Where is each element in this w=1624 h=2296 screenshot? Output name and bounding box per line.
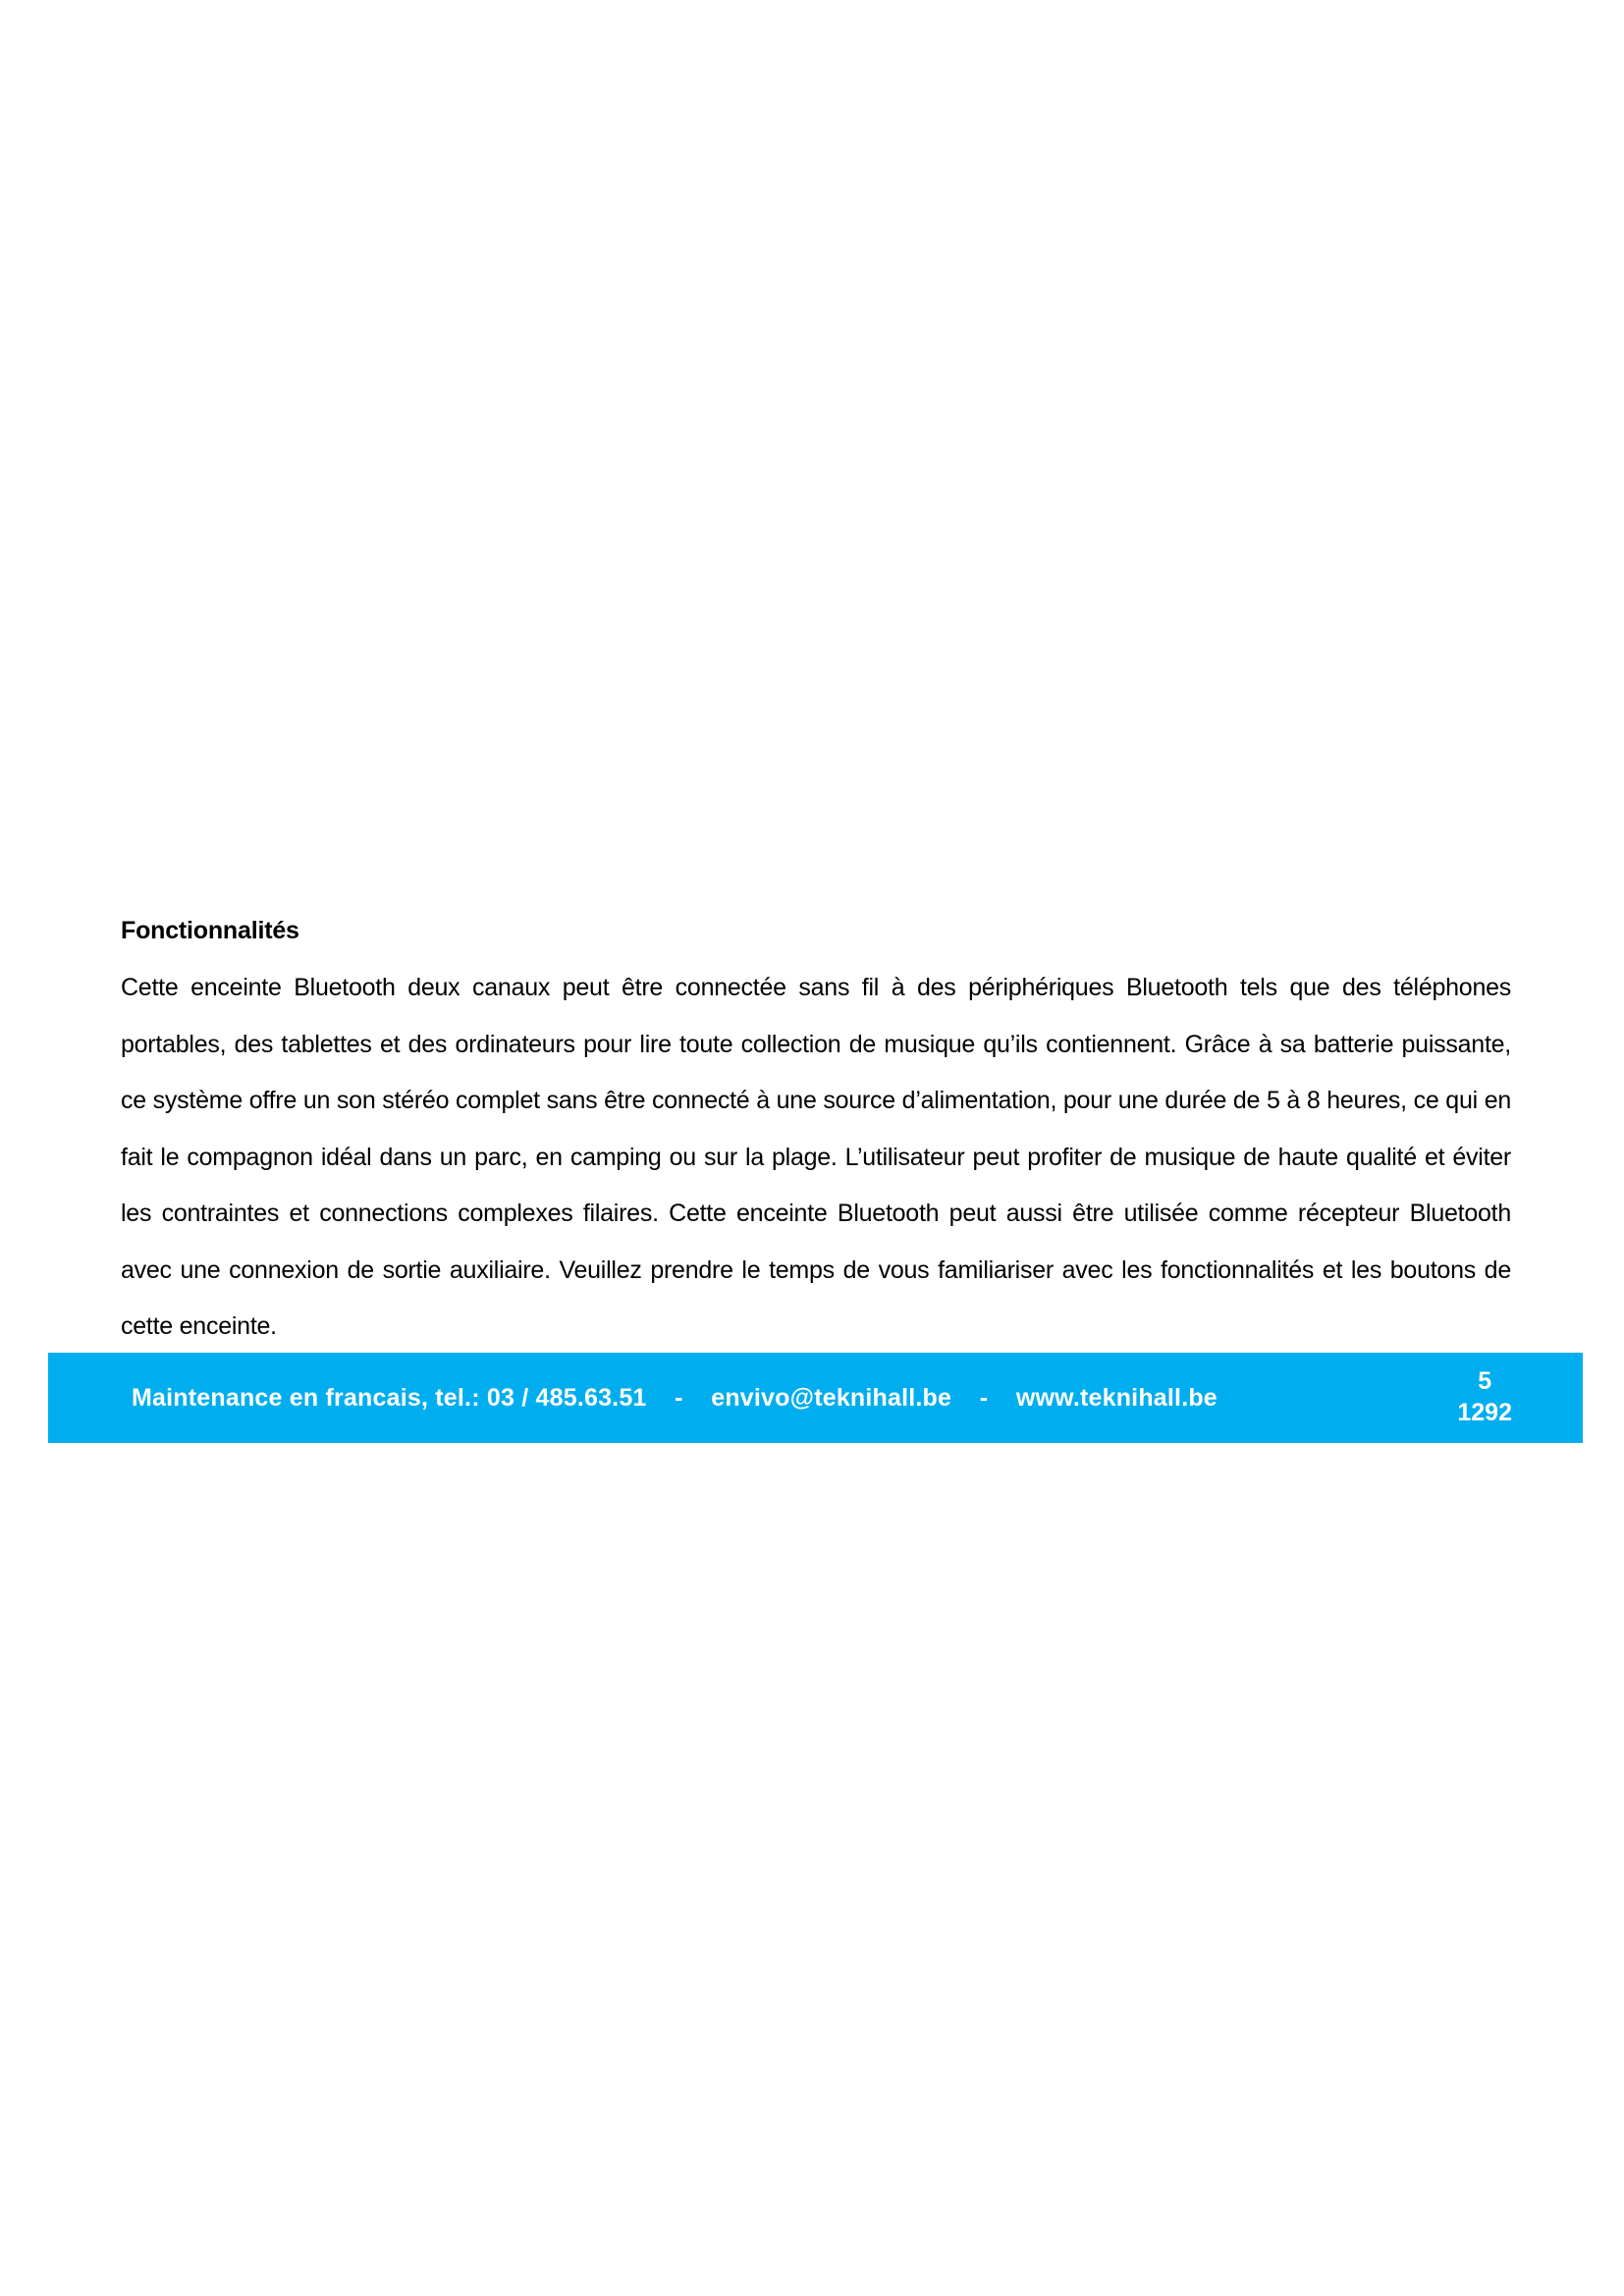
footer-page-info	[1457, 1365, 1512, 1428]
footer-band	[48, 1353, 1583, 1443]
page-number: 5	[1478, 1367, 1492, 1395]
footer-contact-line: Maintenance en francais, tel.: 03 / 485.63.51 - envivo@teknihall.be - www.teknihall.be	[132, 1384, 1218, 1412]
section-heading: Fonctionnalités	[121, 917, 299, 944]
model-number: 1292	[1457, 1399, 1512, 1426]
content-area	[121, 913, 1511, 1356]
body-paragraph: Cette enceinte Bluetooth deux canaux peut être connectée sans fil à des périphériques Bluetooth tels que des téléphones portables, des tablettes et des ordinateurs pour lire toute collection de musique qu’ils contiennent. Grâce à sa batterie puissante, ce système offre un son stéréo complet sans être connecté à une source d’alimentation, pour une durée de 5 à 8 heures, ce qui en fait le compagnon idéal dans un parc, en camping ou sur la plage. L’utilisateur peut profiter de musique de haute qualité et éviter les contraintes et connections complexes filaires. Cette enceinte Bluetooth peut aussi être utilisée comme récepteur Bluetooth avec une connexion de sortie auxiliaire. Veuillez prendre le temps de vous familiariser avec les fonctionnalités et les boutons de cette enceinte.	[121, 974, 1511, 1340]
